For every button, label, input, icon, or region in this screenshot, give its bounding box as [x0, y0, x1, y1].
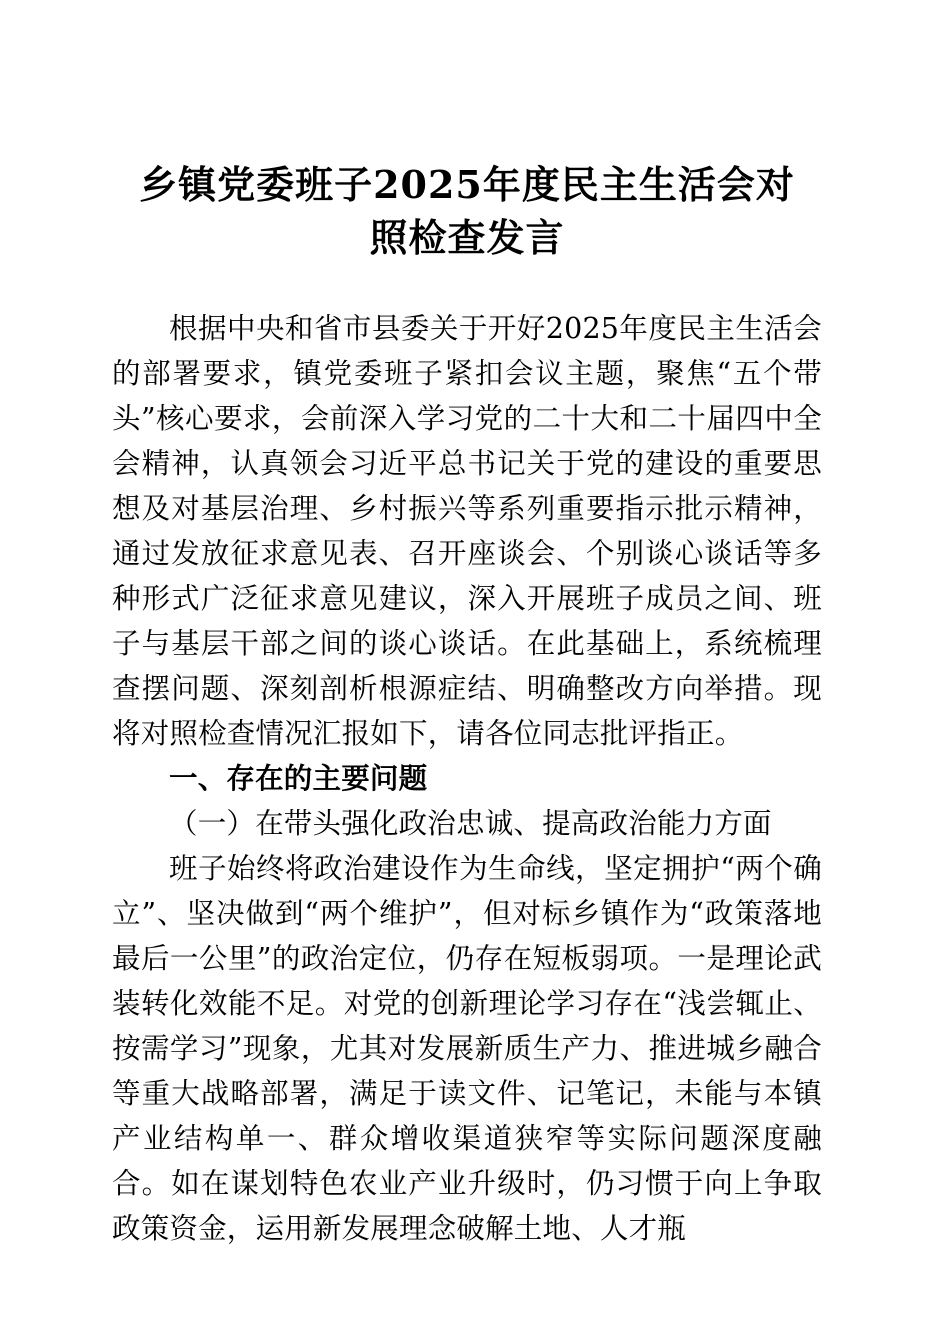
page-title-line-1: 乡镇党委班子2025年度民主生活会对: [139, 162, 795, 207]
subsection-one-1-body: 班子始终将政治建设作为生命线，坚定拥护“两个确立”、坚决做到“两个维护”，但对标乡镇作为“政策落地最后一公里”的政治定位，仍存在短板弱项。一是理论武装转化效能不足。对党的创新理论学习存在“浅尝辄止、按需学习”现象，尤其对发展新质生产力、推进城乡融合等重大战略部署，满足于读文件、记笔记，未能与本镇产业结构单一、群众增收渠道狭窄等实际问题深度融合。如在谋划特色农业产业升级时，仍习惯于向上争取政策资金，运用新发展理念破解土地、人才瓶: [112, 852, 822, 1245]
subsection-heading-one-1: （一）在带头强化政治忠诚、提高政治能力方面: [169, 807, 772, 840]
page-title: [112, 0, 822, 264]
intro-paragraph: 根据中央和省市县委关于开好2025年度民主生活会的部署要求，镇党委班子紧扣会议主题，聚焦“五个带头”核心要求，会前深入学习党的二十大和二十届四中全会精神，认真领会习近平总书记关于党的建设的重要思想及对基层治理、乡村振兴等系列重要指示批示精神，通过发放征求意见表、召开座谈会、个别谈心谈话等多种形式广泛征求意见建议，深入开展班子成员之间、班子与基层干部之间的谈心谈话。在此基础上，系统梳理查摆问题、深刻剖析根源症结、明确整改方向举措。现将对照检查情况汇报如下，请各位同志批评指正。: [112, 312, 822, 750]
section-heading-one: 一、存在的主要问题: [169, 762, 428, 795]
document-body: [112, 264, 822, 1251]
page-content: [112, 0, 822, 1251]
page-title-line-2: 照检查发言: [369, 215, 565, 260]
